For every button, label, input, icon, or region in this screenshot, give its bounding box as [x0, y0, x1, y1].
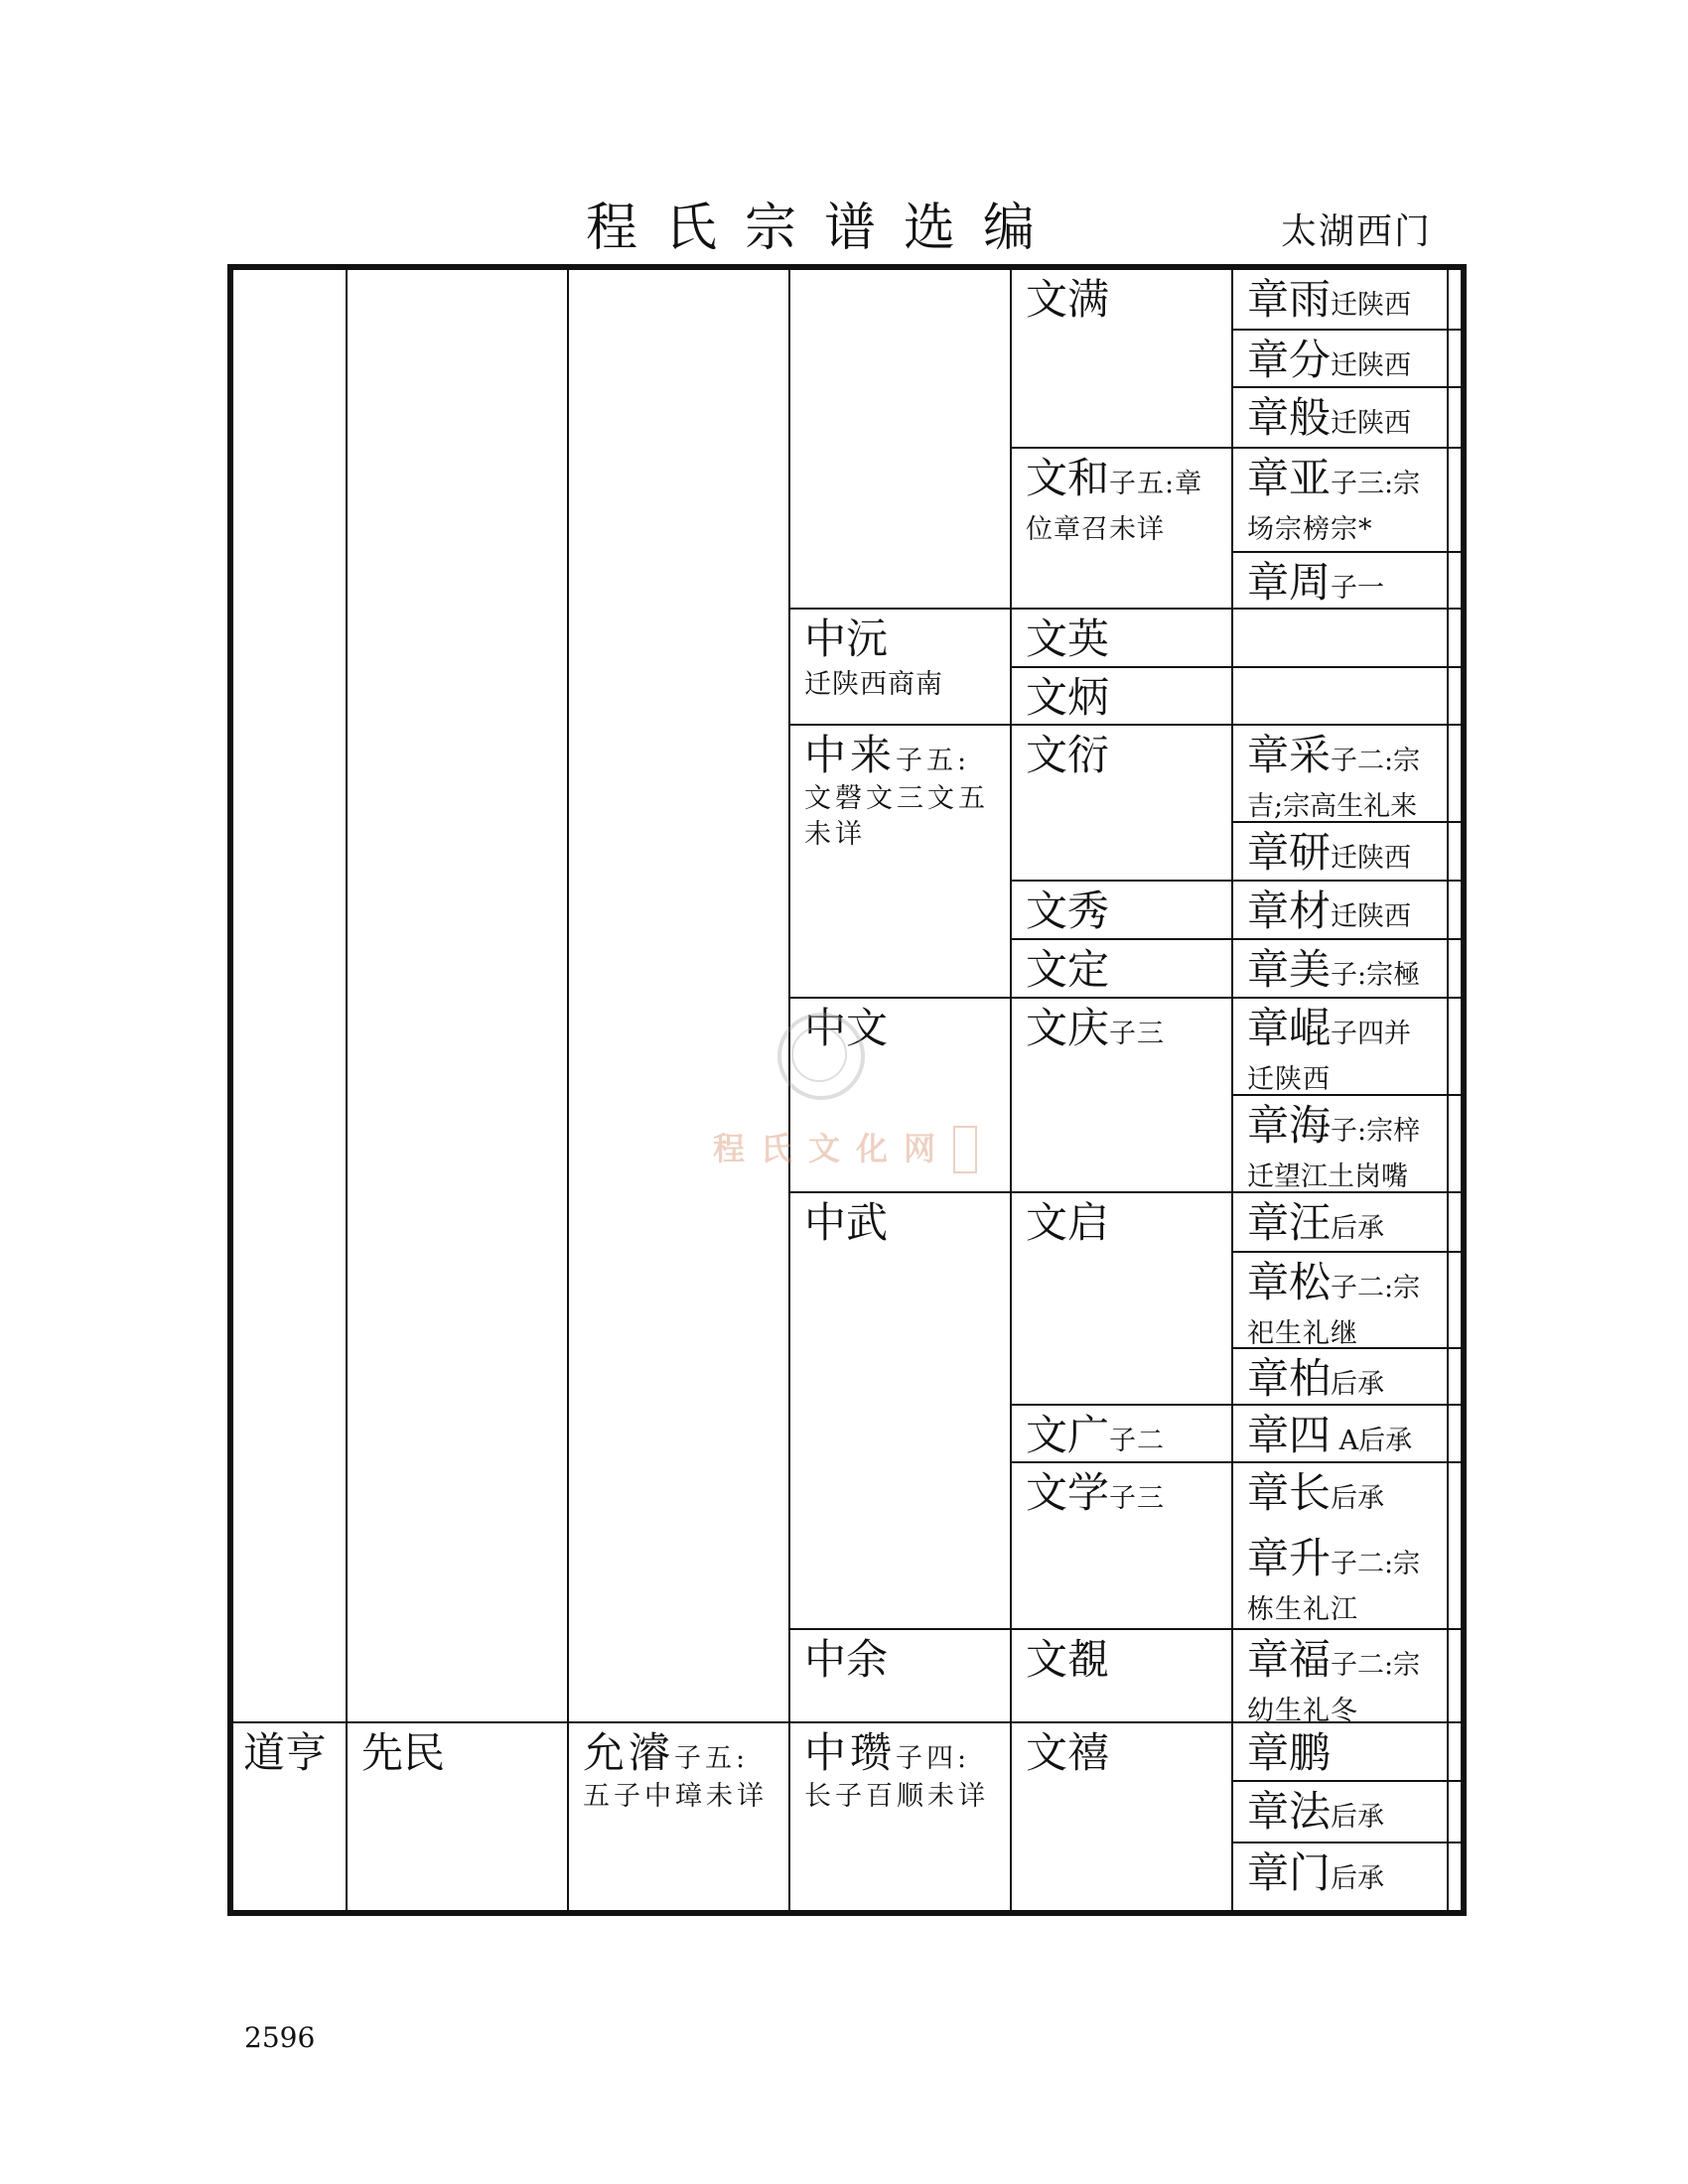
gen5-cell	[1012, 1193, 1231, 1404]
person-note: 后承	[1331, 1483, 1385, 1514]
gen5-cell	[1012, 610, 1231, 666]
gen6-cell	[1233, 726, 1447, 821]
person-name: 文满	[1026, 275, 1110, 324]
gen5-cell	[1012, 449, 1231, 608]
gen4-cell	[790, 726, 1010, 997]
person-name: 文禧	[1026, 1728, 1110, 1777]
person-name: 文定	[1026, 945, 1110, 994]
person-note: 子一	[1331, 573, 1385, 604]
gen6-cell	[1233, 882, 1447, 938]
person-note: 后承	[1331, 1863, 1385, 1894]
gen6-cell	[1233, 1096, 1447, 1191]
gen1-cell	[233, 1723, 346, 1910]
person-note: 迁陕西	[1331, 901, 1412, 932]
gen6-cell	[1233, 388, 1447, 447]
gen5-cell	[1012, 726, 1231, 880]
gen5-cell	[1012, 999, 1231, 1191]
person-note: 迁陕西	[1247, 1064, 1331, 1094]
gen6-cell	[1233, 1529, 1447, 1628]
person-name: 章雨	[1247, 275, 1332, 324]
person-note: 子二:宗	[1331, 1549, 1421, 1579]
person-note: 后承	[1331, 1802, 1385, 1833]
person-note: 子四并	[1331, 1019, 1412, 1049]
person-note: 子三	[1109, 1019, 1166, 1049]
watermark: 程氏文化网	[713, 1130, 952, 1167]
page-title: 程氏宗谱选编	[586, 199, 1063, 258]
column-divider	[567, 270, 569, 1910]
gen2-cell	[348, 1723, 567, 1910]
person-note: 栋生礼江	[1247, 1594, 1358, 1625]
gen6-cell	[1233, 331, 1447, 386]
person-name: 文学	[1026, 1468, 1110, 1517]
gen6-cell	[1233, 1723, 1447, 1780]
gen4-cell	[790, 1193, 1010, 1628]
person-name: 章福	[1247, 1635, 1332, 1684]
person-name: 章周	[1247, 558, 1332, 607]
person-name: 章研	[1247, 828, 1332, 877]
column-divider	[1447, 270, 1449, 1910]
person-name: 文炳	[1026, 673, 1110, 722]
person-note: 后承	[1331, 1213, 1385, 1244]
seal-stamp	[777, 1013, 865, 1100]
person-name: 章材	[1247, 887, 1332, 935]
person-note: 子二:宗	[1331, 1273, 1421, 1303]
gen3-cell	[569, 1723, 788, 1910]
gen5-cell	[1012, 270, 1231, 447]
gen6-cell	[1233, 999, 1447, 1094]
gen4-cell	[790, 270, 1010, 608]
gen5-cell	[1012, 940, 1231, 997]
gen6-cell	[1233, 553, 1447, 608]
person-name: 章松	[1247, 1258, 1332, 1306]
person-note: 子五:五子中璋未详	[583, 1743, 768, 1812]
person-name: 章门	[1247, 1848, 1332, 1897]
gen4-cell	[790, 1630, 1010, 1721]
person-name: 文衍	[1026, 731, 1110, 779]
gen6-cell	[1233, 940, 1447, 997]
person-note: 迁陕西	[1331, 843, 1412, 874]
gen5-cell	[1012, 1463, 1231, 1628]
person-name: 文广	[1026, 1411, 1110, 1459]
person-note: 场宗榜宗*	[1247, 514, 1373, 545]
person-note: 子五:文磬文三文五未详	[804, 746, 989, 850]
person-note: A后承	[1331, 1426, 1413, 1456]
person-name: 中来	[804, 731, 897, 779]
person-note: 迁陕西	[1331, 350, 1412, 381]
person-name: 章般	[1247, 393, 1332, 442]
gen4-cell	[790, 610, 1010, 724]
person-name: 中瓒	[804, 1728, 897, 1777]
person-note: 子二:宗	[1331, 1650, 1421, 1681]
gen6-cell	[1233, 1463, 1447, 1527]
person-note: 子二:宗	[1331, 746, 1421, 776]
person-name: 章采	[1247, 731, 1332, 779]
person-name: 章四	[1247, 1411, 1332, 1459]
person-note: 位章召未详	[1026, 514, 1165, 545]
page-number: 2596	[244, 2021, 316, 2054]
person-note: 子:宗極	[1331, 960, 1421, 991]
person-name: 中沅	[804, 614, 889, 663]
person-name: 文秀	[1026, 887, 1110, 935]
person-name: 文英	[1026, 614, 1110, 663]
gen6-cell	[1233, 449, 1447, 551]
person-name: 章鹏	[1247, 1728, 1332, 1777]
person-note: 迁望江土岗嘴	[1247, 1161, 1408, 1191]
person-note: 幼生礼冬	[1247, 1696, 1358, 1721]
column-divider	[346, 270, 348, 1910]
person-name: 中余	[804, 1635, 889, 1684]
gen6-cell	[1233, 668, 1447, 724]
person-name: 文启	[1026, 1198, 1110, 1247]
person-name: 允濬	[583, 1728, 675, 1777]
person-note: 子四:长子百顺未详	[804, 1743, 989, 1812]
gen6-cell	[1233, 1193, 1447, 1251]
watermark-stamp	[953, 1126, 977, 1173]
gen6-cell	[1233, 823, 1447, 880]
person-note: 迁陕西商南	[804, 669, 943, 700]
person-name: 章崐	[1247, 1004, 1332, 1052]
person-name: 章海	[1247, 1101, 1332, 1150]
person-name: 章汪	[1247, 1198, 1332, 1247]
person-name: 文覩	[1026, 1635, 1110, 1684]
person-note: 祀生礼继	[1247, 1318, 1358, 1347]
person-note: 迁陕西	[1331, 408, 1412, 439]
person-note: 子五:章	[1109, 469, 1203, 499]
person-name: 中文	[804, 1004, 889, 1052]
gen5-cell	[1012, 1630, 1231, 1721]
person-name: 章柏	[1247, 1354, 1332, 1403]
person-name: 章亚	[1247, 454, 1332, 502]
gen6-cell	[1233, 1406, 1447, 1461]
gen6-cell	[1233, 610, 1447, 666]
person-name: 章美	[1247, 945, 1332, 994]
person-name: 文庆	[1026, 1004, 1110, 1052]
person-name: 中武	[804, 1198, 889, 1247]
person-name: 文和	[1026, 454, 1110, 502]
person-note: 迁陕西	[1331, 290, 1412, 321]
gen5-cell	[1012, 668, 1231, 724]
gen5-cell	[1012, 1406, 1231, 1461]
gen4-cell	[790, 1723, 1010, 1910]
gen6-cell	[1233, 1782, 1447, 1842]
person-note: 子三:宗	[1331, 469, 1421, 499]
person-name: 章长	[1247, 1468, 1332, 1517]
gen5-cell	[1012, 1723, 1231, 1910]
person-name: 章升	[1247, 1534, 1332, 1582]
gen5-cell	[1012, 882, 1231, 938]
gen6-cell	[1233, 1349, 1447, 1404]
gen6-cell	[1233, 1843, 1447, 1910]
person-name: 道亨	[243, 1728, 328, 1777]
person-name: 先民	[361, 1728, 446, 1777]
gen6-cell	[1233, 270, 1447, 329]
person-note: 子二	[1109, 1426, 1166, 1456]
person-note: 后承	[1331, 1369, 1385, 1400]
page-subtitle: 太湖西门	[1281, 211, 1433, 252]
person-name: 章分	[1247, 336, 1332, 384]
person-note: 吉;宗高生礼来	[1247, 791, 1418, 821]
person-note: 子:宗梓	[1331, 1116, 1421, 1147]
gen6-cell	[1233, 1253, 1447, 1347]
person-note: 子三	[1109, 1483, 1166, 1514]
gen6-cell	[1233, 1630, 1447, 1721]
person-name: 章法	[1247, 1787, 1332, 1836]
